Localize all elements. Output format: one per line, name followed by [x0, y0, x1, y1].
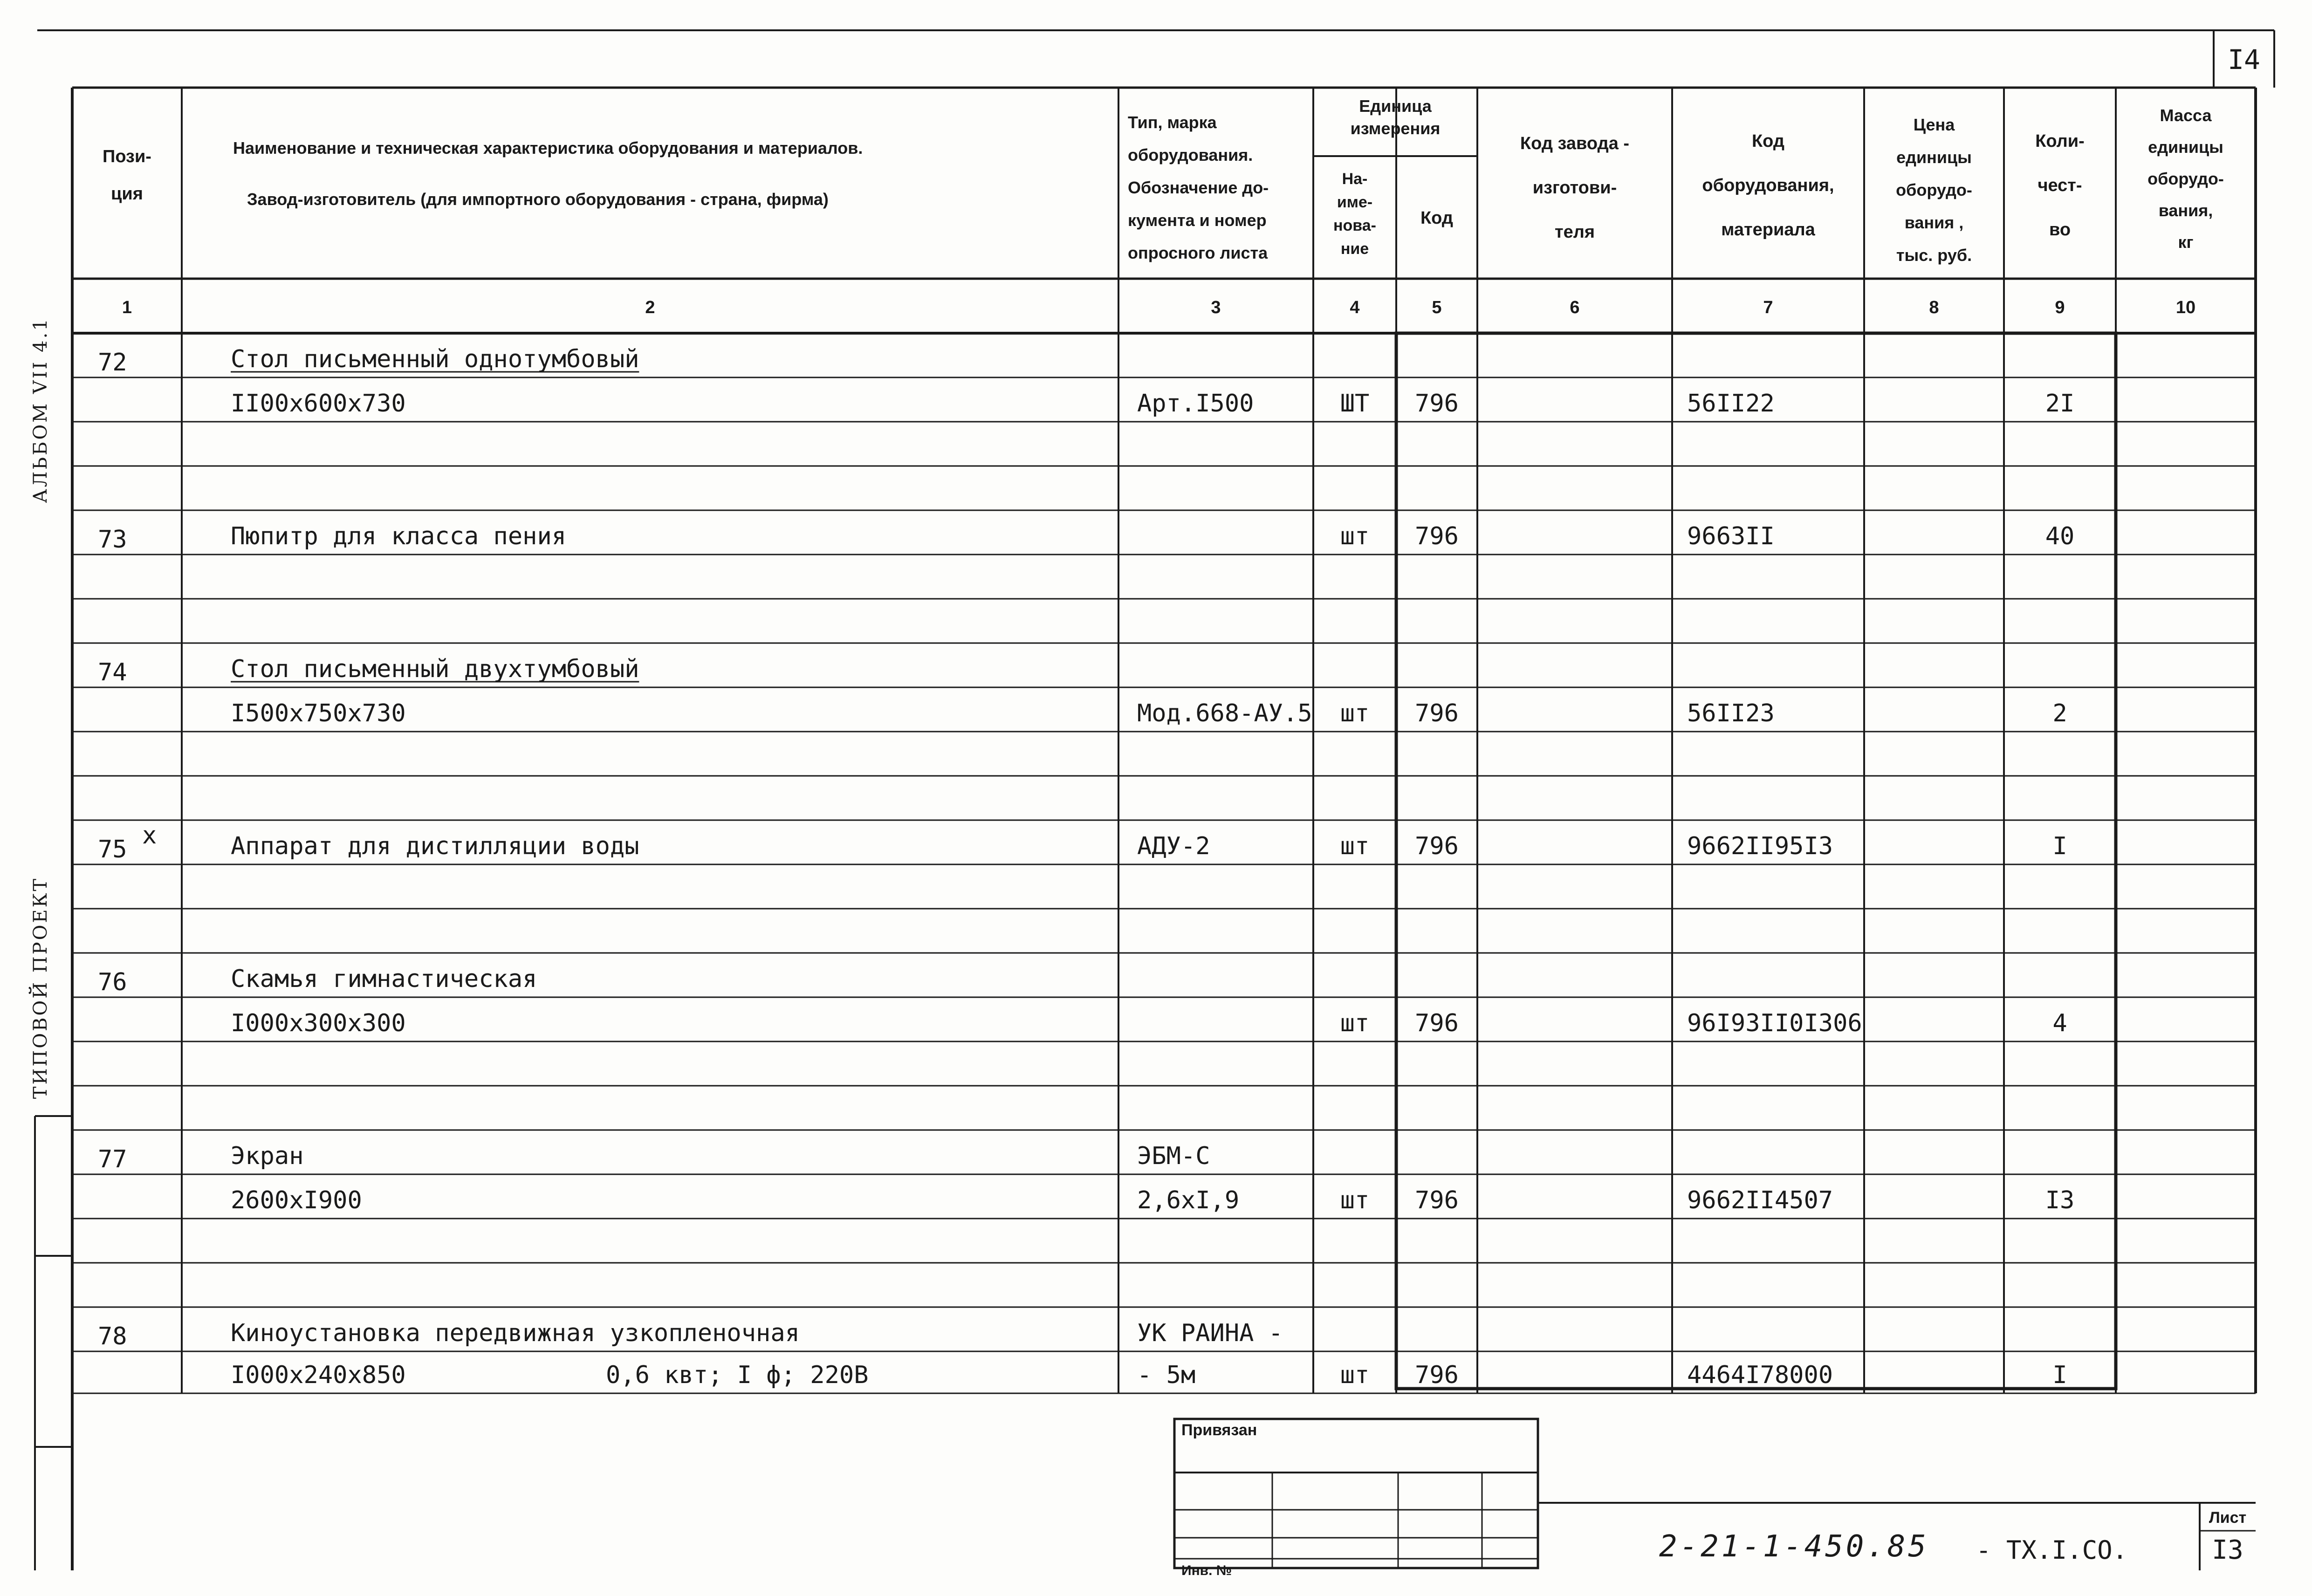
header-unit-name-text: нова- — [1333, 217, 1376, 234]
equipment-code-cell: 4464I78000 — [1687, 1361, 1833, 1389]
quantity-cell: I3 — [2045, 1186, 2075, 1214]
name-cell: Аппарат для дистилляции воды — [231, 832, 639, 860]
table-row — [98, 822, 2067, 863]
unit-name-cell: ШТ — [1340, 390, 1370, 418]
header-mass-text: оборудо- — [2147, 169, 2224, 188]
name-cell: I500x750x730 — [231, 699, 406, 727]
name-cell: Стол письменный однотумбовый — [231, 345, 639, 373]
table-row — [231, 699, 2067, 727]
table-row — [98, 655, 639, 686]
table-row — [98, 965, 537, 996]
header-unit-text: измерения — [1350, 119, 1441, 138]
name-cell: II00x600x730 — [231, 390, 406, 418]
header-type-text: Тип, марка — [1128, 113, 1217, 132]
column-number: 9 — [2055, 298, 2065, 317]
column-number: 5 — [1432, 298, 1442, 317]
position-cell: 73 — [98, 526, 127, 554]
position-cell: 77 — [98, 1145, 127, 1173]
quantity-cell: 40 — [2045, 522, 2075, 550]
quantity-cell: 4 — [2052, 1009, 2067, 1037]
equipment-code-cell: 96I93II0I306 — [1687, 1009, 1862, 1037]
position-cell: 72 — [98, 349, 127, 377]
header-factory-text: изготови- — [1532, 178, 1617, 198]
quantity-cell: 2I — [2045, 390, 2075, 418]
header-qty-text: чест- — [2038, 176, 2082, 195]
header-mass-text: вания, — [2158, 201, 2213, 220]
table-row — [98, 522, 2074, 554]
type-cell: - 5м — [1137, 1361, 1196, 1389]
header-mass-text: кг — [2178, 233, 2194, 252]
position-cell: 76 — [98, 968, 127, 996]
unit-name-cell: шт — [1340, 1186, 1370, 1214]
header-equipment-text: оборудования, — [1702, 176, 1834, 195]
header-price-text: тыс. руб. — [1896, 246, 1972, 265]
unit-name-cell: шт — [1340, 699, 1370, 727]
type-cell: Мод.668-АУ.5 — [1137, 699, 1312, 727]
column-number: 2 — [645, 298, 655, 317]
type-cell: АДУ-2 — [1137, 832, 1210, 860]
unit-name-cell: шт — [1340, 1009, 1370, 1037]
table-row — [231, 1361, 2067, 1389]
position-cell: 78 — [98, 1322, 127, 1350]
name-cell: I000x240x850 — [231, 1361, 406, 1389]
position-mark: x — [142, 822, 157, 849]
header-qty-text: во — [2049, 220, 2071, 240]
header-unit-name-text: На- — [1342, 170, 1368, 188]
header-name-line: Наименование и техническая характеристика оборудования и материалов. — [233, 138, 863, 158]
header-factory-text: Код завода - — [1520, 134, 1630, 153]
highlight-frame — [1396, 333, 2116, 1389]
header-unit-name-text: име- — [1337, 193, 1373, 211]
equipment-code-cell: 9662II95I3 — [1687, 832, 1833, 860]
header-type-text: опросного листа — [1128, 243, 1268, 262]
quantity-cell: I — [2052, 1361, 2067, 1389]
type-cell: 2,6xI,9 — [1137, 1186, 1240, 1214]
column-number: 8 — [1929, 298, 1939, 317]
header-qty-text: Коли- — [2035, 131, 2085, 151]
header-type-text: кумента и номер — [1128, 211, 1267, 230]
table-row — [98, 1142, 1210, 1173]
column-number: 1 — [122, 298, 132, 317]
header-unit-name-text: ние — [1340, 240, 1369, 258]
quantity-cell: I — [2052, 832, 2067, 860]
type-cell: Арт.I500 — [1137, 390, 1254, 418]
table-row — [98, 345, 639, 377]
table-row — [98, 1319, 1283, 1350]
document-suffix: - ТХ.I.СО. — [1976, 1535, 2128, 1565]
column-number: 6 — [1570, 298, 1580, 317]
name-cell: Киноустановка передвижная узкопленочная — [231, 1319, 800, 1347]
quantity-cell: 2 — [2052, 699, 2067, 727]
document-code: 2-21-1-450.85 — [1659, 1529, 1929, 1564]
unit-name-cell: шт — [1340, 832, 1370, 860]
header-equipment-text: материала — [1721, 220, 1815, 240]
name-cell: I000x300x300 — [231, 1009, 406, 1037]
left-margin-labels — [29, 317, 72, 1570]
position-cell: 74 — [98, 658, 127, 686]
header-price-text: вания , — [1904, 213, 1964, 232]
header-mass-text: единицы — [2148, 137, 2223, 157]
sheet-label: Лист — [2209, 1509, 2247, 1527]
header-mass-text: Масса — [2160, 106, 2212, 125]
project-label: ТИПОВОЙ ПРОЕКТ — [30, 877, 51, 1099]
column-number: 7 — [1763, 298, 1773, 317]
name-extra-cell: 0,6 квт; I ф; 220В — [606, 1361, 869, 1389]
corner-sheet-number: I4 — [2228, 44, 2260, 75]
equipment-code-cell: 9663II — [1687, 522, 1775, 550]
column-number-row — [122, 298, 2195, 317]
table-row — [231, 1186, 2074, 1214]
unit-code-cell: 796 — [1415, 1186, 1459, 1214]
inventory-label: Инв. № — [1181, 1563, 1232, 1578]
header-factory-text: теля — [1554, 222, 1595, 242]
header-name-line: Завод-изготовитель (для импортного оборудования - страна, фирма) — [247, 190, 829, 209]
table-header — [103, 96, 2224, 265]
unit-code-cell: 796 — [1415, 1009, 1459, 1037]
header-price-text: оборудо- — [1896, 180, 1972, 199]
name-cell: Экран — [231, 1142, 304, 1170]
unit-code-cell: 796 — [1415, 699, 1459, 727]
header-price-text: Цена — [1913, 115, 1955, 134]
header-type-text: оборудования. — [1128, 145, 1253, 164]
attached-box — [1174, 1419, 1538, 1568]
sheet-number: I3 — [2212, 1535, 2243, 1565]
unit-code-cell: 796 — [1415, 522, 1459, 550]
header-equipment-text: Код — [1751, 131, 1785, 151]
header-position-text: Пози- — [103, 147, 151, 166]
title-block — [1174, 1419, 2256, 1578]
header-price-text: единицы — [1896, 148, 1972, 167]
type-cell: ЭБМ-С — [1137, 1142, 1210, 1170]
unit-code-cell: 796 — [1415, 390, 1459, 418]
header-position-text: ция — [111, 184, 143, 204]
equipment-code-cell: 9662II4507 — [1687, 1186, 1833, 1214]
album-label: АЛЬБОМ VII 4.1 — [30, 317, 51, 503]
column-number: 10 — [2175, 298, 2196, 317]
attached-label: Привязан — [1181, 1421, 1257, 1439]
name-cell: Скамья гимнастическая — [231, 965, 537, 993]
unit-code-cell: 796 — [1415, 1361, 1459, 1389]
column-number: 4 — [1350, 298, 1360, 317]
unit-name-cell: шт — [1340, 522, 1370, 550]
name-cell: Стол письменный двухтумбовый — [231, 655, 639, 683]
equipment-code-cell: 56II23 — [1687, 699, 1775, 727]
header-type-text: Обозначение до- — [1128, 178, 1269, 197]
equipment-code-cell: 56II22 — [1687, 390, 1775, 418]
unit-name-cell: шт — [1340, 1361, 1370, 1389]
position-cell: 75 — [98, 836, 127, 863]
header-unit-text: Единица — [1359, 96, 1432, 116]
table-body — [98, 345, 2074, 1389]
unit-code-cell: 796 — [1415, 832, 1459, 860]
table-row — [231, 390, 2074, 418]
name-cell: 2600xI900 — [231, 1186, 362, 1214]
sheet-corner — [2228, 44, 2260, 75]
name-cell: Пюпитр для класса пения — [231, 522, 567, 550]
type-cell: УК РАИНА - — [1137, 1319, 1283, 1347]
table-row — [231, 1009, 2067, 1037]
column-number: 3 — [1211, 298, 1221, 317]
header-unit-code-text: Код — [1420, 208, 1454, 228]
